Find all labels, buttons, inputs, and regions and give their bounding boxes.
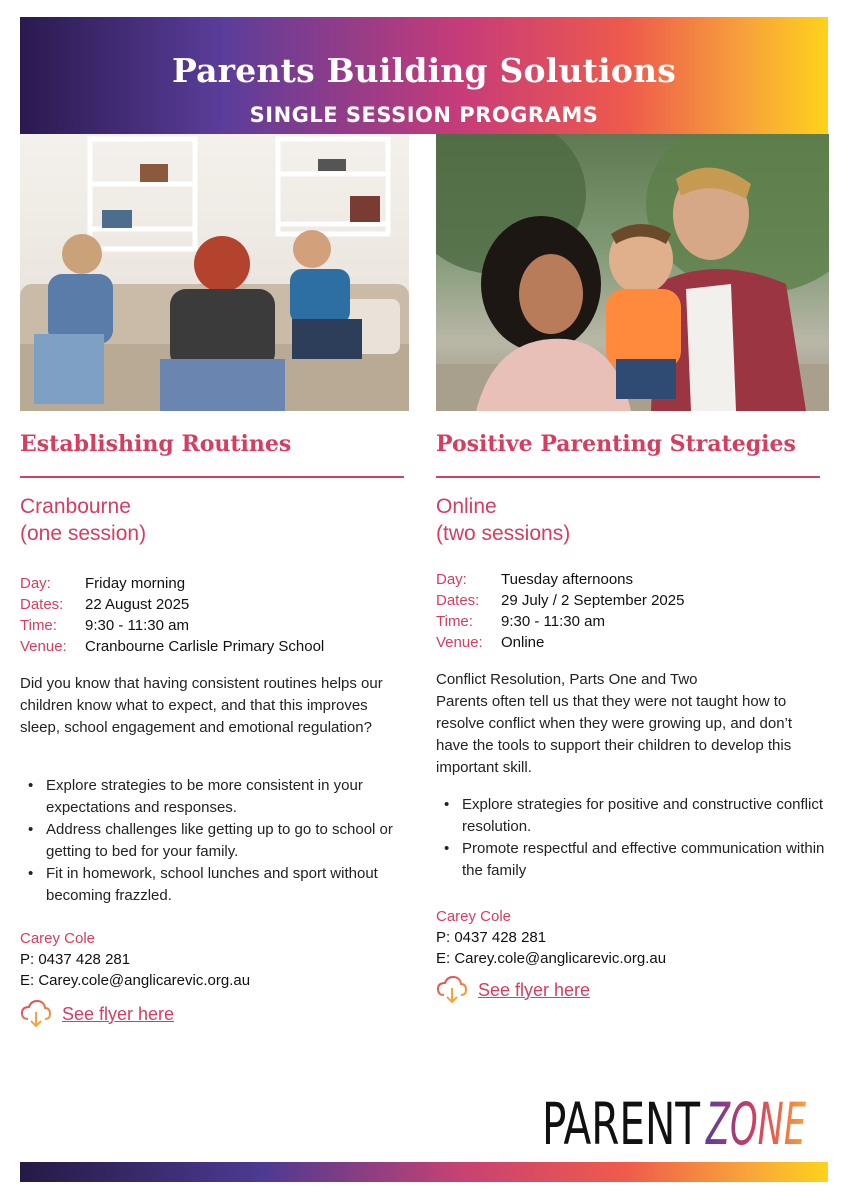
- positive-parenting-photo: [436, 134, 829, 411]
- logo-text-parent: PARENT: [542, 1090, 701, 1152]
- program-details: [20, 573, 324, 657]
- logo-text-zone: ZONE: [704, 1090, 807, 1152]
- detail-label: Venue:: [436, 634, 483, 651]
- flyer-link-row[interactable]: [20, 999, 174, 1029]
- detail-row-time: [20, 615, 324, 636]
- detail-value: 9:30 - 11:30 am: [85, 617, 189, 634]
- contact-name: Carey Cole: [436, 908, 512, 925]
- program-title: Positive Parenting Strategies: [436, 431, 796, 457]
- contact-block: [20, 928, 250, 991]
- detail-row-dates: [436, 590, 684, 611]
- program-bullets: [20, 775, 430, 907]
- contact-name: Carey Cole: [20, 930, 96, 947]
- detail-row-day: [436, 569, 684, 590]
- bullet-item: • Explore strategies to be more consistent in your expectations and responses.: [46, 775, 430, 819]
- description-heading: Conflict Resolution, Parts One and Two: [436, 671, 698, 688]
- detail-value: Cranbourne Carlisle Primary School: [85, 638, 325, 655]
- detail-row-dates: [20, 594, 324, 615]
- detail-label: Day:: [20, 575, 51, 592]
- bullet-item: • Explore strategies for positive and constructive conflict resolution.: [462, 794, 846, 838]
- program-bullets: [436, 794, 846, 882]
- detail-row-venue: [20, 636, 324, 657]
- cloud-download-icon[interactable]: [436, 975, 468, 1005]
- program-description: Parents often tell us that they were not taught how to resolve conflict when they were growing up, and don’t have the tools to support their children to develop this important skill.: [436, 693, 793, 776]
- detail-value: 22 August 2025: [85, 596, 190, 613]
- detail-label: Time:: [436, 613, 473, 630]
- detail-value: Tuesday afternoons: [501, 571, 634, 588]
- contact-block: [436, 906, 666, 969]
- session-count: (one session): [20, 522, 147, 545]
- detail-value: Online: [501, 634, 545, 651]
- detail-label: Time:: [20, 617, 57, 634]
- detail-row-day: [20, 573, 324, 594]
- session-count: (two sessions): [436, 522, 571, 545]
- detail-label: Dates:: [436, 592, 480, 609]
- page-title: Parents Building Solutions: [171, 51, 677, 90]
- detail-row-time: [436, 611, 684, 632]
- detail-label: Day:: [436, 571, 467, 588]
- contact-phone: P: 0437 428 281: [20, 951, 131, 968]
- detail-label: Dates:: [20, 596, 64, 613]
- contact-email[interactable]: E: Carey.cole@anglicarevic.org.au: [20, 972, 251, 989]
- header-banner: [20, 17, 828, 134]
- program-location: [20, 493, 146, 547]
- location-name: Online: [436, 495, 497, 518]
- title-divider: [20, 476, 404, 478]
- detail-row-venue: [436, 632, 684, 653]
- page-subtitle: SINGLE SESSION PROGRAMS: [249, 103, 599, 127]
- program-details: [436, 569, 684, 653]
- detail-value: 9:30 - 11:30 am: [501, 613, 605, 630]
- see-flyer-link[interactable]: See flyer here: [478, 979, 591, 1000]
- bullet-item: • Fit in homework, school lunches and sport without becoming frazzled.: [46, 863, 430, 907]
- parentzone-logo: [540, 1088, 810, 1152]
- see-flyer-link[interactable]: See flyer here: [62, 1003, 175, 1024]
- routines-photo: [20, 134, 409, 411]
- title-divider: [436, 476, 820, 478]
- bullet-item: • Promote respectful and effective communication within the family: [462, 838, 846, 882]
- footer-gradient-bar: [20, 1162, 828, 1182]
- detail-value: Friday morning: [85, 575, 186, 592]
- contact-phone: P: 0437 428 281: [436, 929, 547, 946]
- flyer-link-row[interactable]: [436, 975, 590, 1005]
- bullet-item: • Address challenges like getting up to go to school or getting to bed for your family.: [46, 819, 430, 863]
- program-description: Did you know that having consistent routines helps our children know what to expect, and that this improves sleep, school engagement and emotional regulation?: [20, 675, 383, 736]
- program-title: Establishing Routines: [20, 431, 292, 457]
- detail-value: 29 July / 2 September 2025: [501, 592, 685, 609]
- location-name: Cranbourne: [20, 495, 131, 518]
- contact-email[interactable]: E: Carey.cole@anglicarevic.org.au: [436, 950, 667, 967]
- cloud-download-icon[interactable]: [20, 999, 52, 1029]
- program-location: [436, 493, 570, 547]
- detail-label: Venue:: [20, 638, 67, 655]
